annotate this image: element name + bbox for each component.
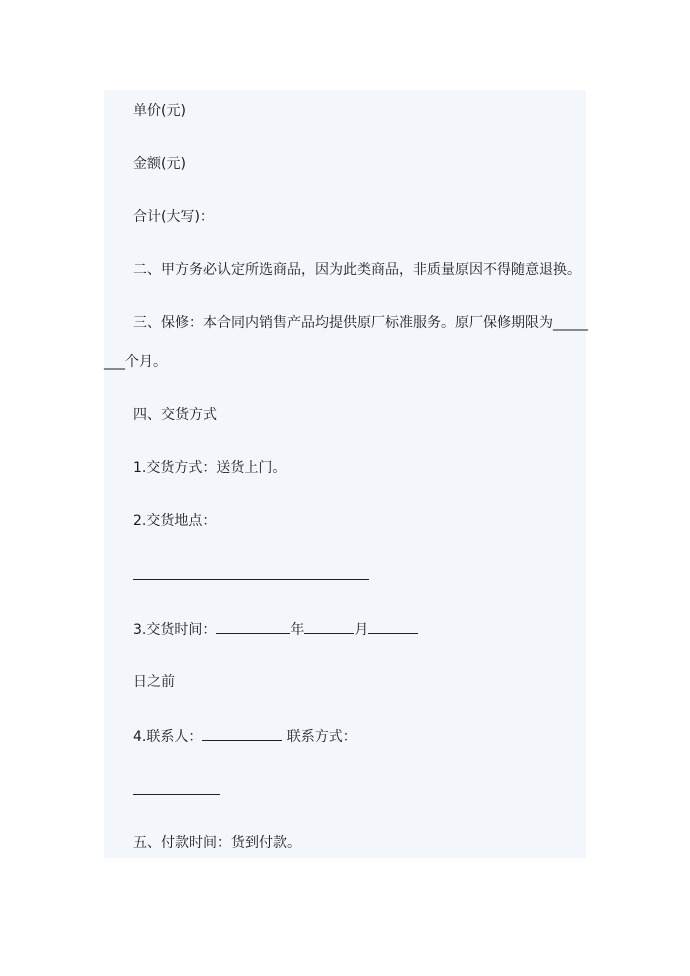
contact-line: [133, 727, 357, 746]
contact-method-blank: [133, 781, 220, 800]
before-day-label: 日之前: [133, 674, 175, 690]
amount-label: 金额(元): [133, 156, 186, 172]
delivery-time-label: 3.交货时间：: [133, 622, 217, 638]
clause-5-payment: 五、付款时间：货到付款。: [133, 835, 301, 851]
delivery-method: 1.交货方式：送货上门。: [133, 460, 287, 476]
month-label: 月: [354, 622, 369, 638]
delivery-time-line: [133, 620, 418, 639]
clause-3-warranty: 三、保修：本合同内销售产品均提供原厂标准服务。原厂保修期限为_____: [133, 315, 588, 331]
delivery-location-blank: [133, 566, 369, 585]
unit-price-label: 单价(元): [133, 103, 186, 119]
month-blank: [304, 620, 354, 634]
contact-method-label: 联系方式：: [282, 729, 357, 745]
day-blank: [368, 620, 418, 634]
clause-4-title: 四、交货方式: [133, 407, 217, 423]
year-label: 年: [290, 622, 305, 638]
delivery-location-label: 2.交货地点：: [133, 513, 217, 529]
clause-2-returns: 二、甲方务必认定所选商品，因为此类商品，非质量原因不得随意退换。: [133, 262, 581, 278]
year-blank: [216, 620, 290, 634]
clause-3-warranty-cont: ___个月。: [104, 354, 167, 370]
contact-person-label: 4.联系人：: [133, 729, 203, 745]
total-caps-label: 合计(大写)：: [133, 209, 214, 225]
contact-person-blank: [202, 727, 282, 741]
